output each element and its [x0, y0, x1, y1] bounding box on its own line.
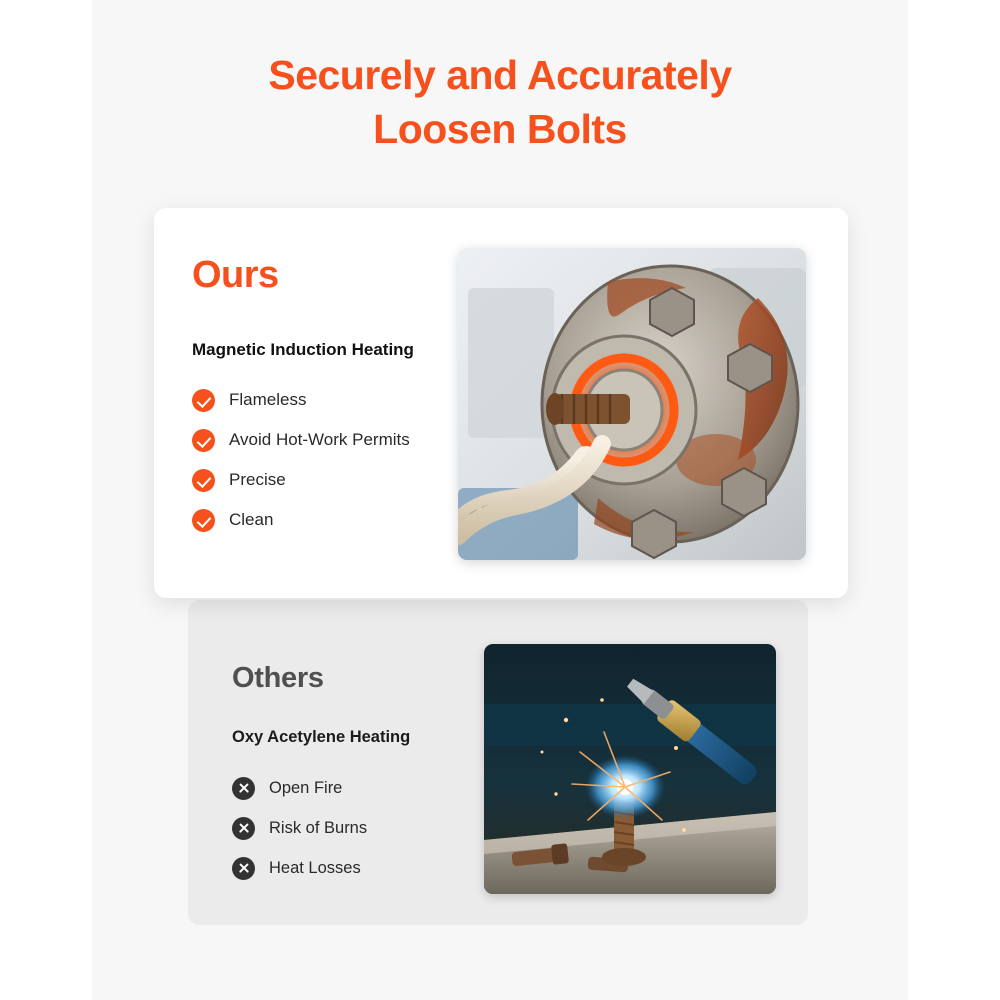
- list-item-label: Risk of Burns: [269, 818, 368, 837]
- list-item-label: Flameless: [229, 390, 307, 409]
- list-item: [232, 848, 472, 888]
- list-item-label: Heat Losses: [269, 858, 361, 877]
- list-item: [192, 380, 462, 420]
- check-circle-icon: [192, 429, 215, 452]
- list-item: [232, 768, 472, 808]
- list-item-label: Open Fire: [269, 778, 343, 797]
- list-item: [192, 420, 462, 460]
- list-item-label: Avoid Hot-Work Permits: [229, 430, 410, 449]
- induction-coil-illustration: [458, 248, 806, 560]
- x-circle-icon: [232, 817, 255, 840]
- x-circle-icon: [232, 777, 255, 800]
- page-title: [92, 48, 908, 156]
- ours-card-title: Ours: [192, 254, 279, 296]
- check-circle-icon: [192, 509, 215, 532]
- others-photo: [484, 644, 776, 894]
- ours-card-subtitle: Magnetic Induction Heating: [192, 340, 414, 359]
- list-item-label: Clean: [229, 510, 274, 529]
- check-circle-icon: [192, 469, 215, 492]
- others-card: [188, 600, 808, 925]
- page-title-line-1: Securely and Accurately: [268, 52, 732, 98]
- list-item: [232, 808, 472, 848]
- page-gutter-right: [908, 0, 1000, 1000]
- ours-feature-list: [192, 380, 462, 540]
- page-gutter-left: [0, 0, 92, 1000]
- x-circle-icon: [232, 857, 255, 880]
- others-card-subtitle: Oxy Acetylene Heating: [232, 728, 411, 746]
- torch-welding-illustration: [484, 644, 776, 894]
- list-item-label: Precise: [229, 470, 286, 489]
- others-feature-list: [232, 768, 472, 888]
- ours-photo: [458, 248, 806, 560]
- page-title-line-2: Loosen Bolts: [373, 106, 627, 153]
- check-circle-icon: [192, 389, 215, 412]
- list-item: [192, 460, 462, 500]
- others-card-title: Others: [232, 662, 324, 694]
- list-item: [192, 500, 462, 540]
- ours-card: [154, 208, 848, 598]
